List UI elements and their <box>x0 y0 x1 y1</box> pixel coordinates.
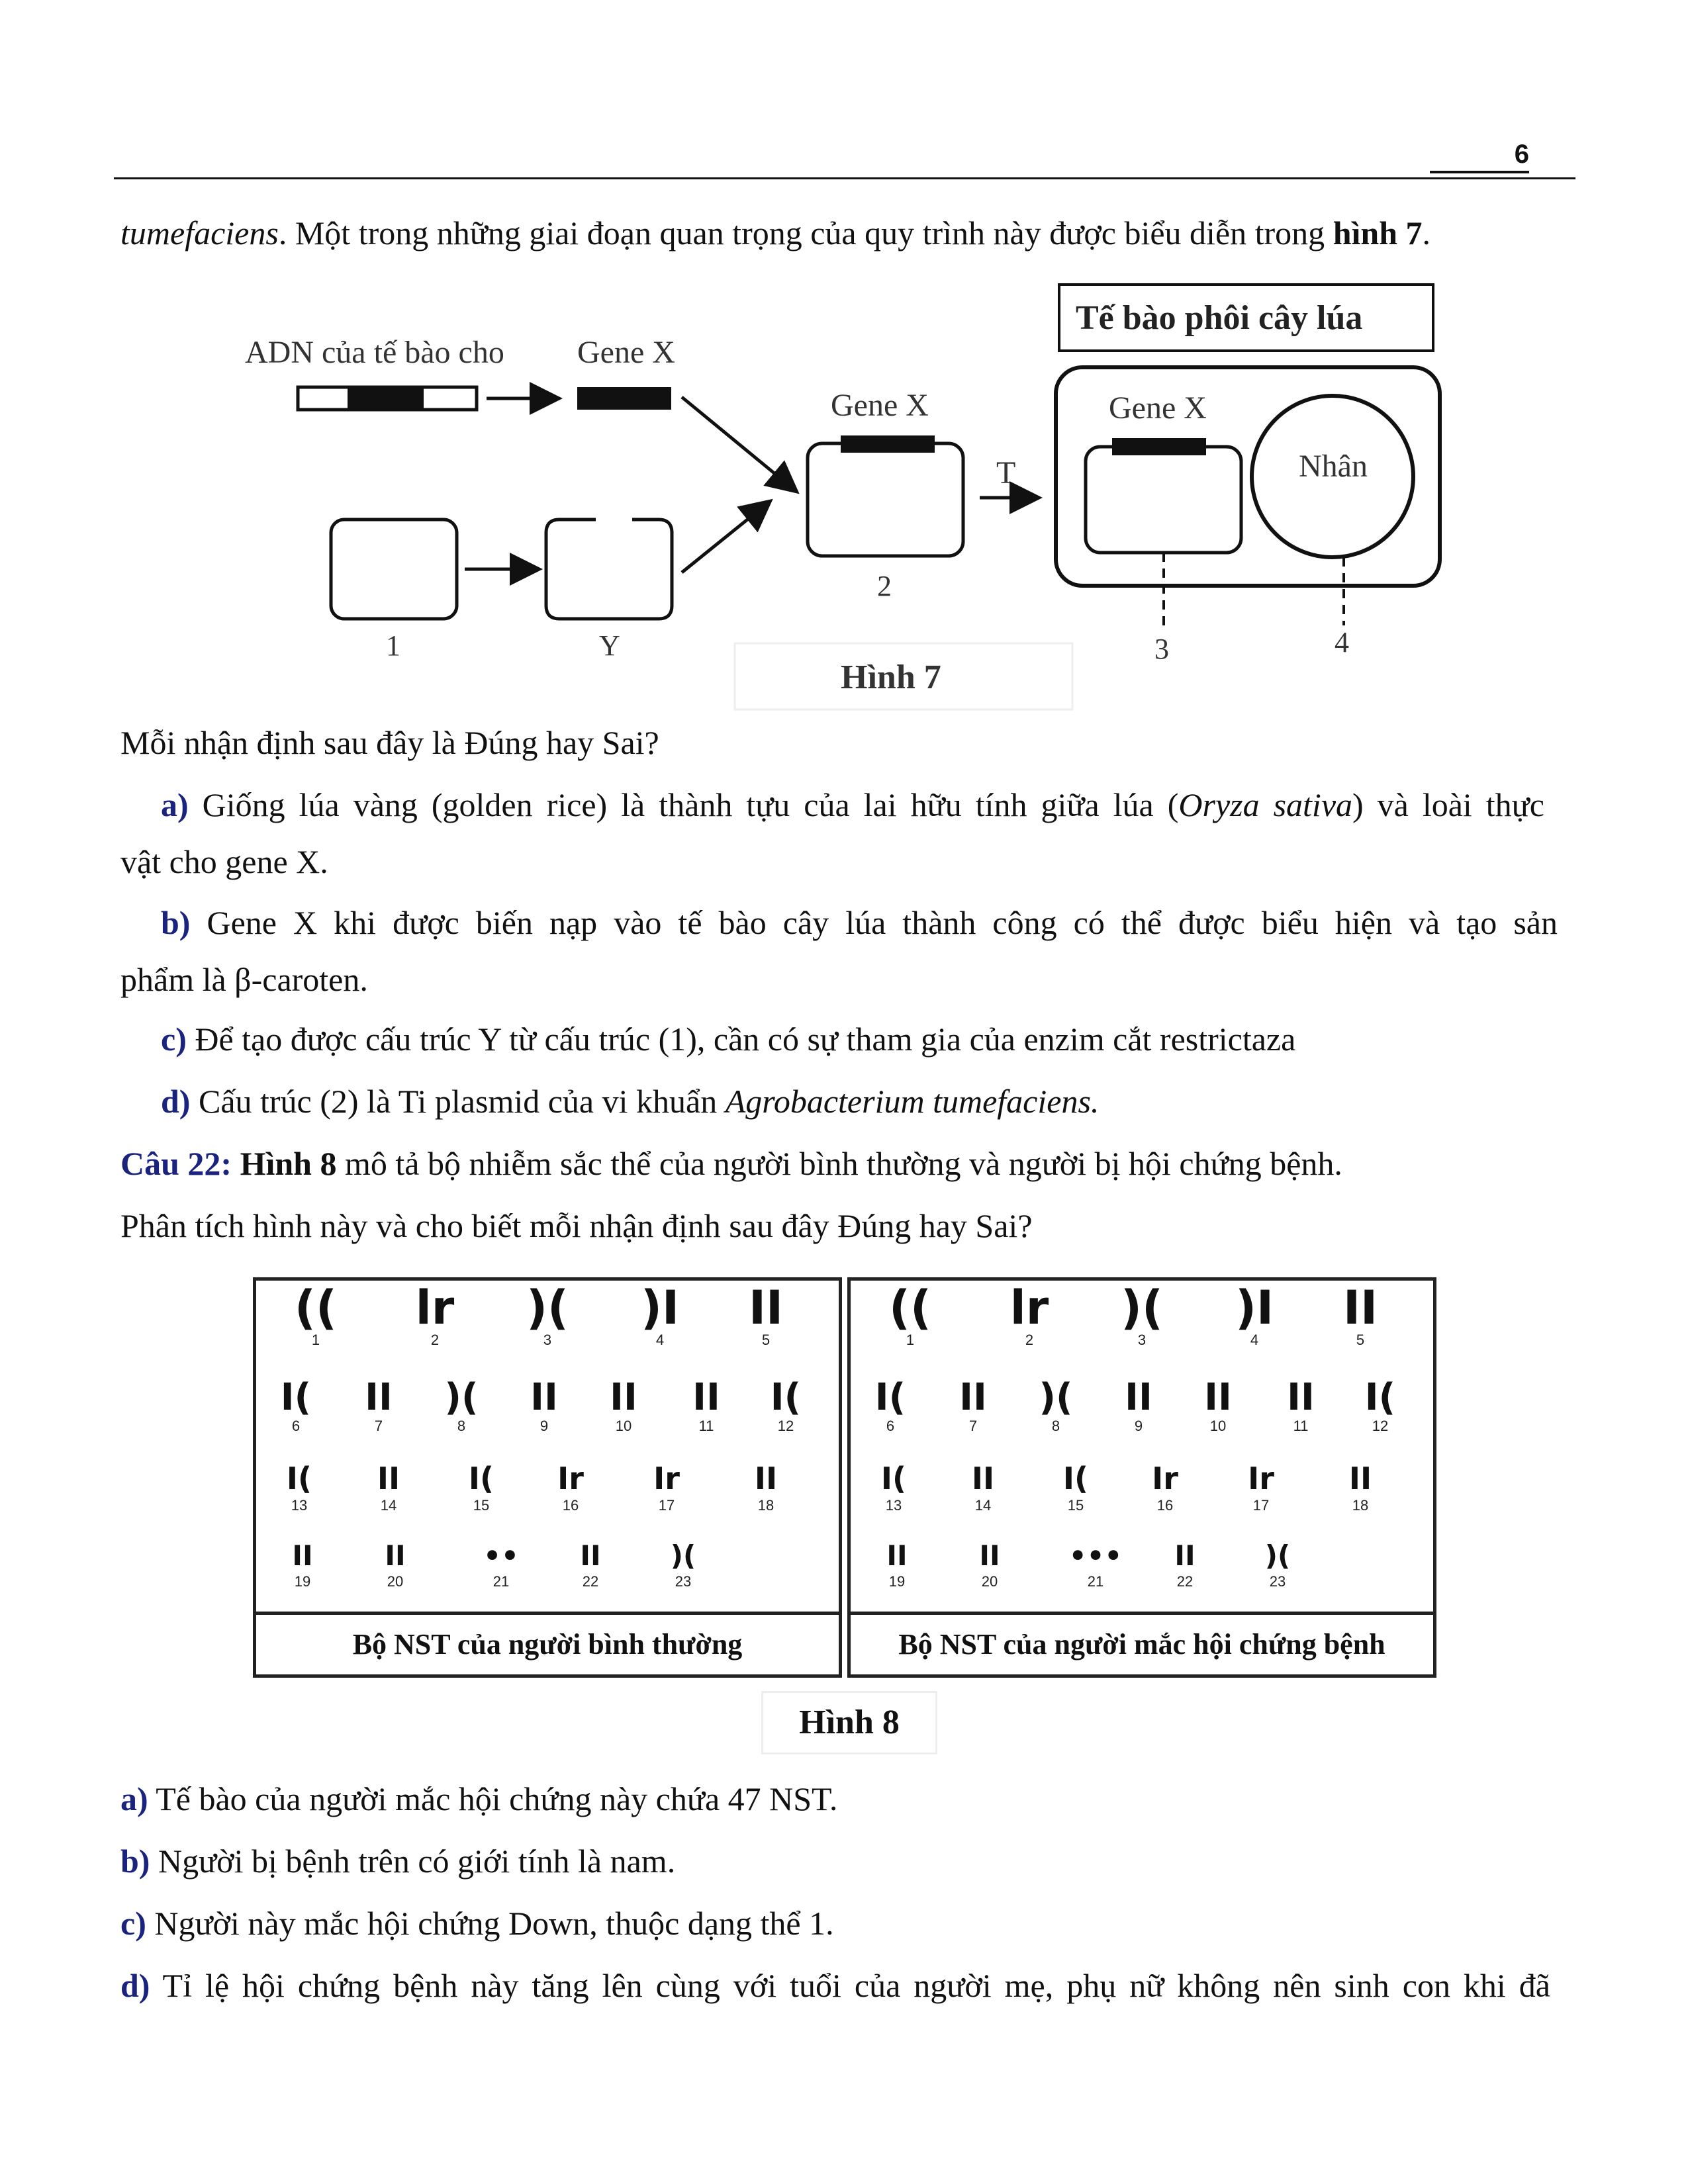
patient-chromosome-20: II <box>979 1539 1000 1572</box>
normal-chromosome-8: )( <box>444 1376 479 1419</box>
normal-chromosome-19: II <box>292 1539 313 1572</box>
patient-chromosome-8: )( <box>1039 1376 1073 1419</box>
patient-chromosome-number-16: 16 <box>1156 1497 1174 1514</box>
normal-chromosome-1: (( <box>295 1281 337 1335</box>
patient-chromosome-7: II <box>959 1376 987 1419</box>
patient-chromosome-17: Ir <box>1248 1461 1274 1496</box>
karyotype-patient <box>847 1277 1436 1615</box>
label-embryo-cell: Tế bào phôi cây lúa <box>1076 299 1363 337</box>
patient-chromosome-4: )I <box>1235 1281 1274 1335</box>
patient-chromosome-21: ••• <box>1068 1539 1123 1572</box>
normal-chromosome-number-21: 21 <box>492 1573 510 1590</box>
label-gene-x-3: Gene X <box>1109 390 1207 426</box>
page-header <box>114 132 1575 179</box>
normal-chromosome-number-11: 11 <box>698 1418 714 1434</box>
normal-chromosome-number-9: 9 <box>539 1418 549 1434</box>
patient-chromosome-number-23: 23 <box>1269 1573 1286 1590</box>
statement-b-cont: phẩm là β-caroten. <box>120 961 368 998</box>
cell-plasmid-gene-x <box>1112 438 1206 455</box>
patient-chromosome-number-13: 13 <box>885 1497 902 1514</box>
patient-chromosome-12: I( <box>1364 1376 1396 1419</box>
patient-chromosome-number-2: 2 <box>1025 1332 1034 1348</box>
normal-chromosome-number-20: 20 <box>387 1573 404 1590</box>
patient-chromosome-3: )( <box>1121 1281 1163 1335</box>
caption-patient: Bộ NST của người mắc hội chứng bệnh <box>847 1612 1436 1678</box>
q22-heading: Câu 22: Hình 8 mô tả bộ nhiễm sắc thể của người bình thường và người bị hội chứng bệnh. <box>120 1145 1342 1182</box>
q21-prompt: Mỗi nhận định sau đây là Đúng hay Sai? <box>120 724 659 761</box>
statement-a: a) Giống lúa vàng (golden rice) là thành tựu của lai hữu tính giữa lúa (Oryza sativa) và loài thực <box>161 786 1544 823</box>
patient-chromosome-number-22: 22 <box>1176 1573 1194 1590</box>
patient-chromosome-2: lr <box>1009 1281 1049 1335</box>
normal-chromosome-2: lr <box>415 1281 455 1335</box>
label-3: 3 <box>1154 633 1169 665</box>
plasmid-2-gene-x <box>841 435 935 453</box>
caption-normal: Bộ NST của người bình thường <box>253 1612 842 1678</box>
patient-chromosome-number-14: 14 <box>974 1497 992 1514</box>
normal-chromosome-number-14: 14 <box>380 1497 397 1514</box>
normal-chromosome-number-2: 2 <box>430 1332 440 1348</box>
intro-line: tumefaciens. Một trong những giai đoạn quan trọng của quy trình này được biểu diễn trong hình 7. <box>120 214 1431 251</box>
q22-statement-b: b) Người bị bệnh trên có giới tính là nam. <box>120 1843 676 1880</box>
normal-chromosome-15: I( <box>468 1461 494 1496</box>
normal-chromosome-22: II <box>580 1539 601 1572</box>
normal-chromosome-14: II <box>377 1461 400 1496</box>
normal-chromosome-10: II <box>610 1376 637 1419</box>
patient-chromosome-16: Ir <box>1152 1461 1178 1496</box>
normal-chromosome-4: )I <box>640 1281 680 1335</box>
label-t: T <box>996 455 1016 490</box>
normal-chromosome-13: I( <box>286 1461 312 1496</box>
patient-chromosome-number-18: 18 <box>1352 1497 1369 1514</box>
normal-chromosome-17: Ir <box>653 1461 680 1496</box>
normal-chromosome-number-18: 18 <box>757 1497 774 1514</box>
patient-chromosome-number-8: 8 <box>1051 1418 1060 1434</box>
patient-chromosome-9: II <box>1125 1376 1152 1419</box>
patient-chromosome-number-11: 11 <box>1293 1418 1309 1434</box>
label-4: 4 <box>1335 626 1349 659</box>
normal-chromosome-number-4: 4 <box>655 1332 665 1348</box>
normal-chromosome-7: II <box>365 1376 393 1419</box>
normal-chromosome-number-12: 12 <box>777 1418 794 1434</box>
label-2: 2 <box>877 570 892 602</box>
patient-chromosome-22: II <box>1174 1539 1196 1572</box>
normal-chromosome-number-3: 3 <box>543 1332 552 1348</box>
plasmid-2 <box>808 443 963 556</box>
normal-chromosome-number-22: 22 <box>582 1573 599 1590</box>
normal-chromosome-12: I( <box>770 1376 802 1419</box>
patient-chromosome-19: II <box>886 1539 908 1572</box>
cell-plasmid <box>1086 447 1241 553</box>
patient-chromosome-18: II <box>1348 1461 1372 1496</box>
patient-chromosome-number-5: 5 <box>1356 1332 1365 1348</box>
figure-7-caption: Hình 7 <box>841 659 941 696</box>
patient-chromosome-11: II <box>1287 1376 1315 1419</box>
normal-chromosome-20: II <box>385 1539 406 1572</box>
q22-line2: Phân tích hình này và cho biết mỗi nhận định sau đây Đúng hay Sai? <box>120 1207 1033 1244</box>
normal-chromosome-number-5: 5 <box>761 1332 771 1348</box>
label-gene-x-2: Gene X <box>831 388 929 423</box>
plasmid-y-open <box>546 520 672 619</box>
patient-chromosome-number-12: 12 <box>1372 1418 1389 1434</box>
normal-chromosome-number-15: 15 <box>473 1497 490 1514</box>
patient-chromosome-number-19: 19 <box>888 1573 906 1590</box>
gene-x-fragment <box>577 387 671 410</box>
normal-chromosome-6: I( <box>280 1376 312 1419</box>
normal-chromosome-number-17: 17 <box>658 1497 675 1514</box>
label-nucleus: Nhân <box>1299 449 1368 484</box>
normal-chromosome-number-23: 23 <box>675 1573 692 1590</box>
q22-statement-d: d) Tỉ lệ hội chứng bệnh này tăng lên cùng với tuổi của người mẹ, phụ nữ không nên sinh con khi đã <box>120 1967 1550 2004</box>
donor-gene-segment <box>348 387 424 410</box>
normal-chromosome-18: II <box>754 1461 778 1496</box>
statement-b: b) Gene X khi được biến nạp vào tế bào cây lúa thành công có thể được biểu hiện và tạo sản <box>161 904 1558 941</box>
patient-chromosome-6: I( <box>874 1376 906 1419</box>
normal-chromosome-11: II <box>692 1376 720 1419</box>
plasmid-1 <box>331 520 457 619</box>
normal-chromosome-number-7: 7 <box>374 1418 383 1434</box>
q22-statement-a: a) Tế bào của người mắc hội chứng này chứa 47 NST. <box>120 1780 838 1817</box>
patient-chromosome-number-21: 21 <box>1087 1573 1104 1590</box>
statement-d: d) Cấu trúc (2) là Ti plasmid của vi khuẩn Agrobacterium tumefaciens. <box>161 1083 1100 1120</box>
patient-chromosome-number-6: 6 <box>886 1418 895 1434</box>
patient-chromosome-number-9: 9 <box>1134 1418 1143 1434</box>
statement-c: c) Để tạo được cấu trúc Y từ cấu trúc (1), cần có sự tham gia của enzim cắt restrictaza <box>161 1021 1296 1058</box>
statement-a-cont: vật cho gene X. <box>120 843 328 880</box>
karyotype-normal <box>253 1277 842 1615</box>
patient-chromosome-number-1: 1 <box>906 1332 915 1348</box>
patient-chromosome-number-17: 17 <box>1252 1497 1270 1514</box>
q22-statement-c: c) Người này mắc hội chứng Down, thuộc dạng thể 1. <box>120 1905 834 1942</box>
label-y: Y <box>599 629 620 662</box>
page-number: 6 <box>1430 138 1529 173</box>
figure-8-caption: Hình 8 <box>761 1691 937 1754</box>
patient-chromosome-5: II <box>1342 1281 1378 1335</box>
normal-chromosome-23: )( <box>670 1539 696 1572</box>
normal-chromosome-number-8: 8 <box>457 1418 466 1434</box>
normal-chromosome-16: Ir <box>557 1461 584 1496</box>
normal-chromosome-number-13: 13 <box>291 1497 308 1514</box>
patient-chromosome-1: (( <box>889 1281 931 1335</box>
normal-chromosome-3: )( <box>526 1281 569 1335</box>
figure-7 <box>225 265 1470 715</box>
arrow-gene-to-recombinant <box>682 397 794 490</box>
normal-chromosome-number-1: 1 <box>311 1332 320 1348</box>
normal-chromosome-5: II <box>748 1281 784 1335</box>
patient-chromosome-number-20: 20 <box>981 1573 998 1590</box>
patient-chromosome-23: )( <box>1264 1539 1291 1572</box>
patient-chromosome-15: I( <box>1062 1461 1089 1496</box>
patient-chromosome-10: II <box>1204 1376 1232 1419</box>
patient-chromosome-number-10: 10 <box>1209 1418 1227 1434</box>
patient-chromosome-number-15: 15 <box>1067 1497 1084 1514</box>
normal-chromosome-number-6: 6 <box>291 1418 301 1434</box>
patient-chromosome-13: I( <box>880 1461 907 1496</box>
label-1: 1 <box>386 629 400 662</box>
normal-chromosome-number-10: 10 <box>615 1418 632 1434</box>
normal-chromosome-21: •• <box>483 1539 519 1572</box>
patient-chromosome-number-4: 4 <box>1250 1332 1259 1348</box>
normal-chromosome-number-16: 16 <box>562 1497 579 1514</box>
patient-chromosome-number-7: 7 <box>968 1418 978 1434</box>
normal-chromosome-number-19: 19 <box>294 1573 311 1590</box>
patient-chromosome-14: II <box>971 1461 995 1496</box>
label-donor-dna: ADN của tế bào cho <box>245 335 504 370</box>
patient-chromosome-number-3: 3 <box>1137 1332 1147 1348</box>
label-gene-x-1: Gene X <box>577 335 675 370</box>
normal-chromosome-9: II <box>530 1376 558 1419</box>
arrow-y-to-recombinant <box>682 503 768 572</box>
